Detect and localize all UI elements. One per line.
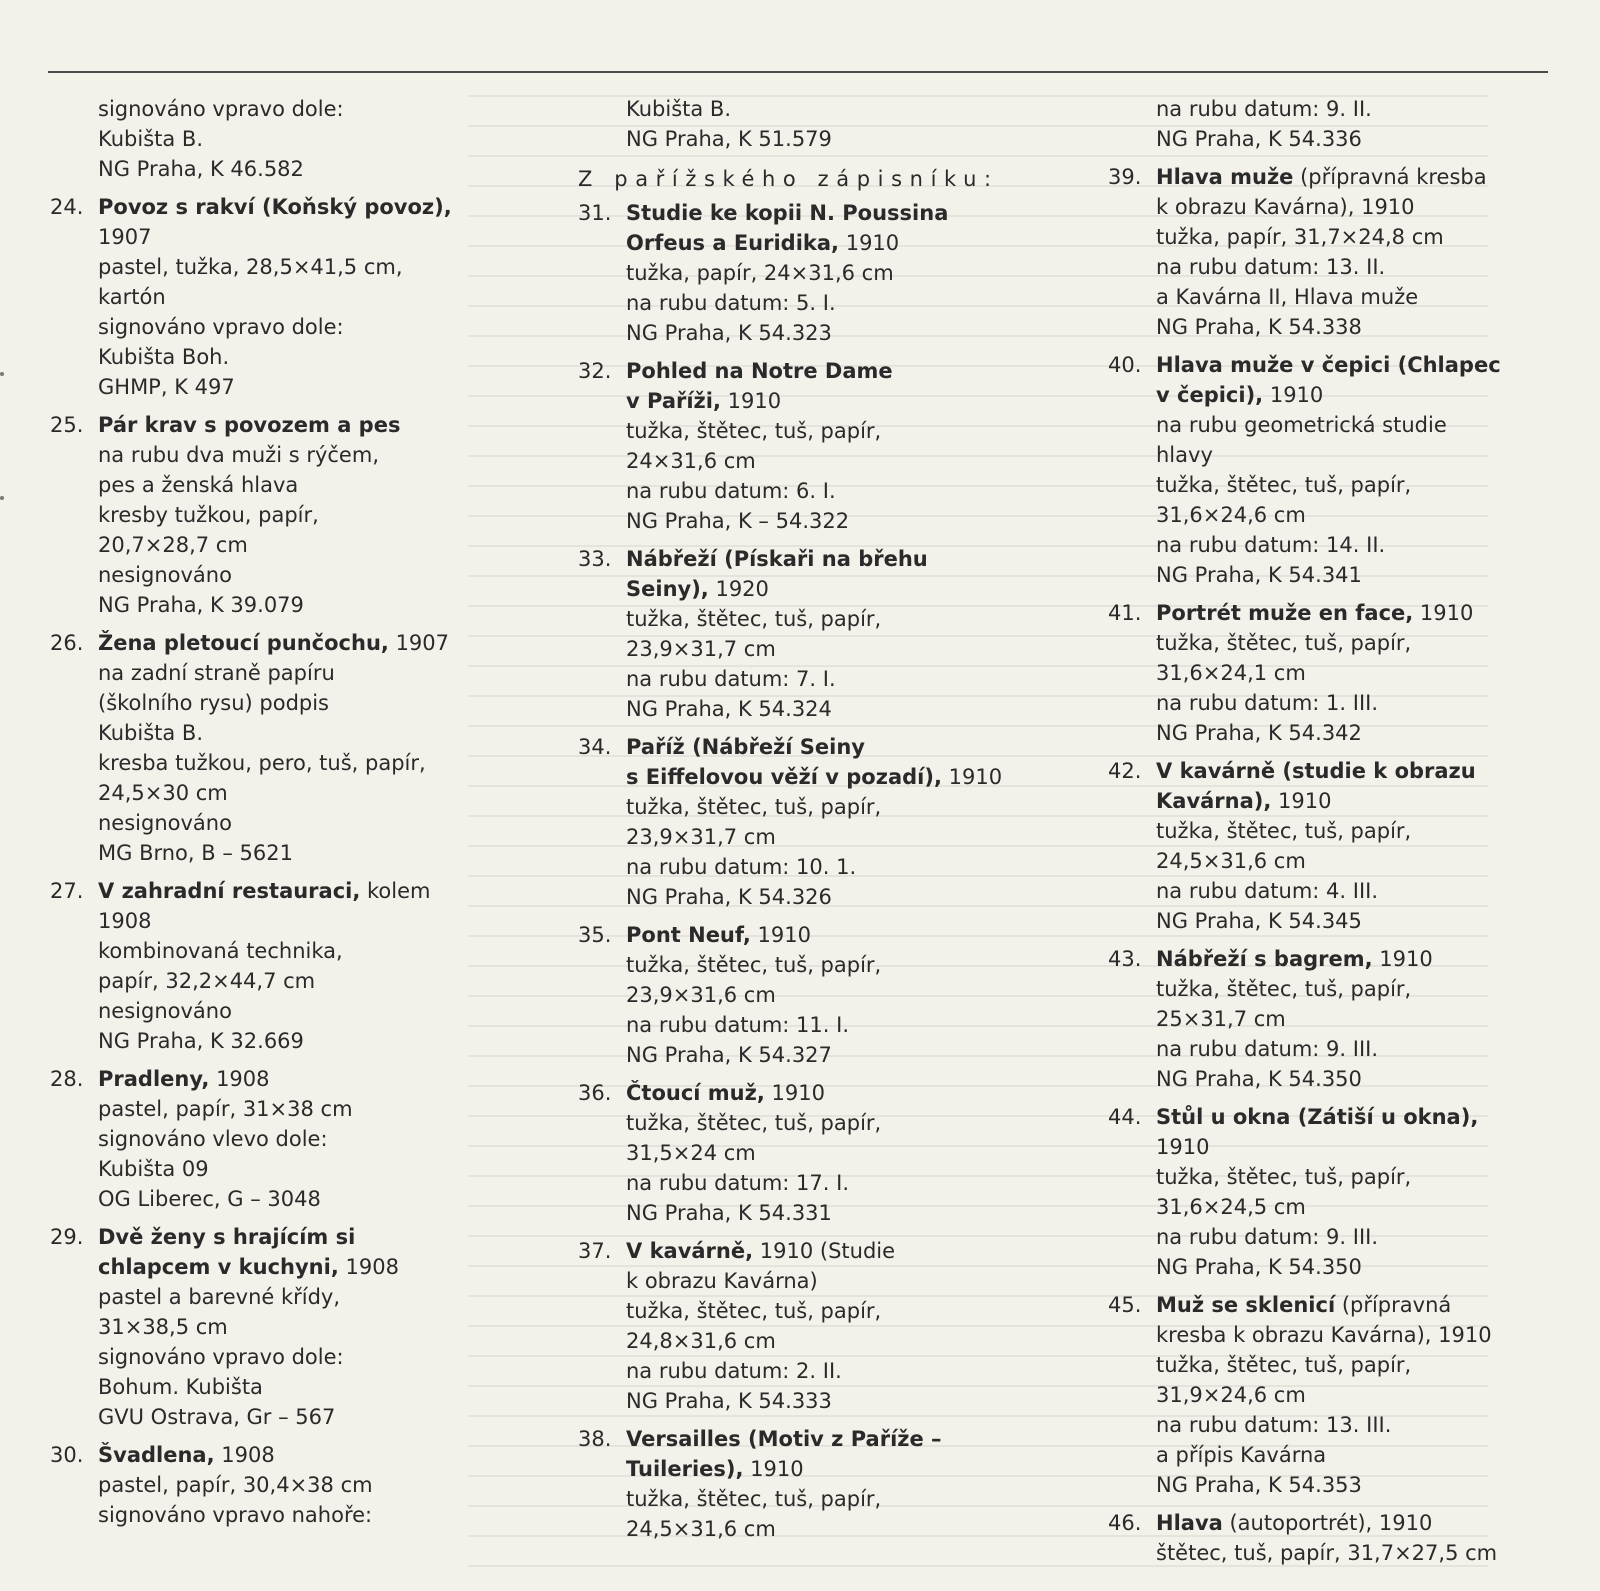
entry-date: 1910 — [743, 1457, 804, 1481]
catalog-entry — [50, 192, 550, 402]
entry-line: na rubu datum: 14. II. — [1156, 533, 1386, 557]
column-1 — [50, 94, 550, 1538]
catalog-entry — [578, 356, 1078, 536]
entry-line: na rubu datum: 5. I. — [626, 291, 836, 315]
entry-number: 43. — [1108, 947, 1142, 971]
entry-title: Paříž (Nábřeží Seiny — [626, 735, 865, 759]
entry-title-line — [626, 1236, 1078, 1266]
entry-date: 1910 — [1271, 789, 1332, 813]
entry-line: pastel, papír, 30,4×38 cm — [98, 1473, 373, 1497]
entry-line: tužka, štětec, tuš, papír, — [626, 607, 882, 631]
entry-title: Studie ke kopii N. Poussina — [626, 201, 949, 225]
entry-line: kartón — [98, 285, 166, 309]
entry-line: tužka, štětec, tuš, papír, — [626, 1111, 882, 1135]
entry-number: 39. — [1108, 165, 1142, 189]
entry-line: na rubu datum: 2. II. — [626, 1359, 842, 1383]
entry-line: signováno vpravo dole: — [98, 1345, 344, 1369]
entry-line: 24,5×30 cm — [98, 781, 228, 805]
entry-title: Portrét muže en face, — [1156, 601, 1414, 625]
entry-line: kresby tužkou, papír, — [98, 503, 319, 527]
entry-title: V kavárně (studie k obrazu — [1156, 759, 1476, 783]
entry-number: 42. — [1108, 759, 1142, 783]
entry-line: nesignováno — [98, 999, 232, 1023]
entry-line: na rubu datum: 7. I. — [626, 667, 836, 691]
entry-title-line — [626, 386, 1078, 416]
entry-line: nesignováno — [98, 563, 232, 587]
entry-line: tužka, papír, 24×31,6 cm — [626, 261, 894, 285]
entry-line: tužka, štětec, tuš, papír, — [1156, 473, 1412, 497]
entry-date: (autoportrét), 1910 — [1222, 1511, 1433, 1535]
catalog-entry — [50, 628, 550, 868]
entry-title-line — [98, 1222, 550, 1252]
entry-title-line — [98, 876, 550, 906]
entry-date: 1908 — [214, 1443, 275, 1467]
entry-line: NG Praha, K 54.342 — [1156, 721, 1362, 745]
entry-title-line — [1156, 162, 1578, 192]
entry-line: papír, 32,2×44,7 cm — [98, 969, 316, 993]
entry-line: na rubu datum: 13. II. — [1156, 255, 1386, 279]
entry-title: Švadlena, — [98, 1443, 215, 1467]
entry-line: signováno vpravo dole: — [98, 315, 344, 339]
entry-line: 23,9×31,7 cm — [626, 825, 776, 849]
entry-title: Hlava — [1156, 1511, 1223, 1535]
entry-title-line — [98, 628, 550, 658]
top-rule — [48, 71, 1548, 73]
entry-line: pes a ženská hlava — [98, 473, 299, 497]
entry-line: NG Praha, K 32.669 — [98, 1029, 304, 1053]
entry-title-line — [626, 574, 1078, 604]
entry-line: 31,6×24,6 cm — [1156, 503, 1306, 527]
entry-title: Muž se sklenicí — [1156, 1293, 1336, 1317]
entry-date: kolem — [360, 879, 431, 903]
entry-number: 38. — [578, 1427, 612, 1451]
entry-date: 1910 — [720, 389, 782, 413]
entry-title: Seiny), — [626, 577, 709, 601]
entry-line: NG Praha, K 54.353 — [1156, 1473, 1362, 1497]
entry-line: Kubišta 09 — [98, 1157, 209, 1181]
entry-number: 31. — [578, 201, 612, 225]
entry-date: 1907 — [388, 631, 450, 655]
entry-line: 24,5×31,6 cm — [626, 1517, 776, 1541]
entry-line: na rubu datum: 13. III. — [1156, 1413, 1392, 1437]
entry-line: GVU Ostrava, Gr – 567 — [98, 1405, 336, 1429]
entry-line: NG Praha, K 46.582 — [98, 157, 304, 181]
entry-line: a Kavárna II, Hlava muže — [1156, 285, 1419, 309]
entry-line: na rubu datum: 10. 1. — [626, 855, 857, 879]
entry-title-line — [98, 1252, 550, 1282]
entry-number: 34. — [578, 735, 612, 759]
entry-title: V kavárně, — [626, 1239, 754, 1263]
entry-line: na rubu datum: 6. I. — [626, 479, 836, 503]
entry-line: tužka, štětec, tuš, papír, — [626, 953, 882, 977]
catalog-entry — [578, 732, 1078, 912]
entry-title: v Paříži, — [626, 389, 721, 413]
entry-number: 26. — [50, 631, 84, 655]
entry-title: Hlava muže — [1156, 165, 1294, 189]
catalog-entry — [50, 876, 550, 1056]
entry-line: 23,9×31,6 cm — [626, 983, 776, 1007]
entry-date: 1910 — [941, 765, 1003, 789]
entry-line: Kubišta B. — [626, 97, 731, 121]
catalog-entry — [1108, 944, 1578, 1094]
entry-title-line — [626, 544, 1078, 574]
catalog-entry — [578, 544, 1078, 724]
entry-title-line — [1156, 1290, 1578, 1320]
entry-title-line — [1156, 786, 1578, 816]
entry-title-line — [1156, 756, 1578, 786]
entry-title: Stůl u okna (Zátiší u okna), — [1156, 1105, 1479, 1129]
entry-line: NG Praha, K 54.341 — [1156, 563, 1362, 587]
entry-line: na zadní straně papíru — [98, 661, 335, 685]
entry-date: 1910 — [750, 923, 811, 947]
catalog-entry — [1108, 162, 1578, 342]
entry-title: Versailles (Motiv z Paříže – — [626, 1427, 942, 1451]
entry-number: 28. — [50, 1067, 84, 1091]
catalog-entry — [50, 1440, 550, 1530]
entry-line: 24×31,6 cm — [626, 449, 756, 473]
entry-line: na rubu datum: 17. I. — [626, 1171, 850, 1195]
entry-line: tužka, papír, 31,7×24,8 cm — [1156, 225, 1444, 249]
entry-date: 1910 — [764, 1081, 825, 1105]
entry-line: NG Praha, K 54.323 — [626, 321, 832, 345]
catalog-entry — [1108, 1290, 1578, 1500]
entry-line: na rubu datum: 9. III. — [1156, 1225, 1379, 1249]
entry-title-line — [626, 920, 1078, 950]
entry-line: tužka, štětec, tuš, papír, — [626, 795, 882, 819]
column-3 — [1108, 94, 1578, 1576]
entry-number: 30. — [50, 1443, 84, 1467]
entry-line: pastel, papír, 31×38 cm — [98, 1097, 353, 1121]
catalog-entry — [1108, 1508, 1578, 1568]
catalog-entry — [578, 920, 1078, 1070]
catalog-entry — [1108, 756, 1578, 936]
entry-line: kresba k obrazu Kavárna), 1910 — [1156, 1323, 1492, 1347]
entry-line: NG Praha, K 54.350 — [1156, 1067, 1362, 1091]
entry-title: Kavárna), — [1156, 789, 1272, 813]
entry-line: 31,6×24,5 cm — [1156, 1195, 1306, 1219]
entry-line: tužka, štětec, tuš, papír, — [626, 1299, 882, 1323]
entry-title: V zahradní restauraci, — [98, 879, 361, 903]
entry-line: 24,5×31,6 cm — [1156, 849, 1306, 873]
entry-line: Kubišta B. — [98, 127, 203, 151]
entry-title-line — [1156, 380, 1578, 410]
entry-number: 36. — [578, 1081, 612, 1105]
entry-number: 27. — [50, 879, 84, 903]
entry-line: NG Praha, K 54.327 — [626, 1043, 832, 1067]
entry-date: 1910 — [1372, 947, 1433, 971]
entry-title: Pár krav s povozem a pes — [98, 413, 401, 437]
entry-line: a přípis Kavárna — [1156, 1443, 1327, 1467]
entry-number: 41. — [1108, 601, 1142, 625]
entry-title-line — [626, 1424, 1078, 1454]
entry-line: OG Liberec, G – 3048 — [98, 1187, 321, 1211]
entry-number: 24. — [50, 195, 84, 219]
continued-entry — [50, 94, 550, 184]
entry-number: 29. — [50, 1225, 84, 1249]
entry-number: 33. — [578, 547, 612, 571]
entry-line: GHMP, K 497 — [98, 375, 235, 399]
entry-line: NG Praha, K 54.333 — [626, 1389, 832, 1413]
entry-line: NG Praha, K 54.345 — [1156, 909, 1362, 933]
catalog-entry — [50, 1222, 550, 1432]
entry-line: tužka, štětec, tuš, papír, — [1156, 819, 1412, 843]
entry-title: Žena pletoucí punčochu, — [98, 631, 389, 655]
entry-line: 1910 — [1156, 1135, 1210, 1159]
entry-number: 32. — [578, 359, 612, 383]
entry-date: 1910 — [1413, 601, 1474, 625]
entry-title-line — [1156, 1102, 1578, 1132]
entry-line: k obrazu Kavárna), 1910 — [1156, 195, 1415, 219]
entry-line: NG Praha, K 54.331 — [626, 1201, 832, 1225]
entry-date: 1920 — [708, 577, 769, 601]
entry-title: s Eiffelovou věží v pozadí), — [626, 765, 942, 789]
catalog-entry — [578, 1424, 1078, 1544]
entry-title-line — [1156, 598, 1578, 628]
entry-title-line — [626, 732, 1078, 762]
entry-line: na rubu geometrická studie — [1156, 413, 1447, 437]
entry-line: NG Praha, K 54.326 — [626, 885, 832, 909]
entry-line: pastel, tužka, 28,5×41,5 cm, — [98, 255, 403, 279]
entry-title: Dvě ženy s hrajícím si — [98, 1225, 356, 1249]
catalog-entry — [578, 1078, 1078, 1228]
entry-title: Čtoucí muž, — [626, 1081, 765, 1105]
entry-line: štětec, tuš, papír, 31,7×27,5 cm — [1156, 1541, 1498, 1565]
entry-date: (přípravná — [1335, 1293, 1452, 1317]
entry-line: 25×31,7 cm — [1156, 1007, 1286, 1031]
entry-title: Povoz s rakví (Koňský povoz), — [98, 195, 452, 219]
entry-date: 1908 — [338, 1255, 399, 1279]
entry-date: 1910 (Studie — [753, 1239, 896, 1263]
entry-line: na rubu datum: 11. I. — [626, 1013, 850, 1037]
entry-title: v čepici), — [1156, 383, 1264, 407]
entry-line: Kubišta Boh. — [98, 345, 230, 369]
entry-line: tužka, štětec, tuš, papír, — [1156, 977, 1412, 1001]
entry-title-line — [626, 198, 1078, 228]
entry-line: kresba tužkou, pero, tuš, papír, — [98, 751, 426, 775]
entry-line: na rubu datum: 4. III. — [1156, 879, 1379, 903]
entry-title-line — [626, 1454, 1078, 1484]
entry-title-line — [626, 356, 1078, 386]
catalog-entry — [578, 198, 1078, 348]
entry-line: signováno vpravo dole: — [98, 97, 344, 121]
entry-number: 25. — [50, 413, 84, 437]
entry-title: chlapcem v kuchyni, — [98, 1255, 339, 1279]
entry-title: Pont Neuf, — [626, 923, 751, 947]
entry-line: tužka, štětec, tuš, papír, — [626, 1487, 882, 1511]
entry-number: 35. — [578, 923, 612, 947]
entry-line: 1907 — [98, 225, 152, 249]
entry-line: tužka, štětec, tuš, papír, — [1156, 631, 1412, 655]
entry-line: k obrazu Kavárna) — [626, 1269, 818, 1293]
column-2 — [578, 94, 1078, 1552]
entry-line: na rubu datum: 9. II. — [1156, 97, 1372, 121]
continued-entry — [578, 94, 1078, 154]
section-heading: Z pařížského zápisníku: — [578, 167, 999, 191]
entry-title: Nábřeží (Pískaři na břehu — [626, 547, 928, 571]
entry-title-line — [98, 410, 550, 440]
entry-line: NG Praha, K 54.324 — [626, 697, 832, 721]
entry-line: NG Praha, K – 54.322 — [626, 509, 850, 533]
entry-line: na rubu datum: 1. III. — [1156, 691, 1379, 715]
entry-title-line — [98, 192, 550, 222]
entry-line: 31,5×24 cm — [626, 1141, 756, 1165]
entry-number: 44. — [1108, 1105, 1142, 1129]
entry-line: (školního rysu) podpis — [98, 691, 329, 715]
entry-date: 1908 — [209, 1067, 270, 1091]
entry-title-line — [98, 1064, 550, 1094]
entry-line: NG Praha, K 51.579 — [626, 127, 832, 151]
entry-line: tužka, štětec, tuš, papír, — [1156, 1165, 1412, 1189]
entry-number: 37. — [578, 1239, 612, 1263]
entry-date: 1910 — [1263, 383, 1324, 407]
entry-title: Tuileries), — [626, 1457, 744, 1481]
entry-line: signováno vlevo dole: — [98, 1127, 328, 1151]
entry-number: 45. — [1108, 1293, 1142, 1317]
entry-title-line — [1156, 1508, 1578, 1538]
entry-line: NG Praha, K 54.350 — [1156, 1255, 1362, 1279]
entry-title-line — [1156, 944, 1578, 974]
entry-line: na rubu datum: 9. III. — [1156, 1037, 1379, 1061]
entry-line: kombinovaná technika, — [98, 939, 343, 963]
entry-line: hlavy — [1156, 443, 1213, 467]
entry-title: Pohled na Notre Dame — [626, 359, 893, 383]
entry-line: 1908 — [98, 909, 152, 933]
entry-title: Nábřeží s bagrem, — [1156, 947, 1373, 971]
entry-line: Bohum. Kubišta — [98, 1375, 263, 1399]
entry-title-line — [626, 228, 1078, 258]
catalog-entry — [50, 1064, 550, 1214]
entry-date: (přípravná kresba — [1293, 165, 1487, 189]
entry-line: NG Praha, K 54.338 — [1156, 315, 1362, 339]
entry-title-line — [1156, 350, 1578, 380]
entry-line: tužka, štětec, tuš, papír, — [1156, 1353, 1412, 1377]
entry-date: 1910 — [839, 231, 900, 255]
entry-line: signováno vpravo nahoře: — [98, 1503, 373, 1527]
entry-line: 31,6×24,1 cm — [1156, 661, 1306, 685]
entry-line: MG Brno, B – 5621 — [98, 841, 293, 865]
entry-title-line — [626, 762, 1078, 792]
catalog-entry — [1108, 598, 1578, 748]
margin-mark — [0, 372, 4, 376]
entry-line: tužka, štětec, tuš, papír, — [626, 419, 882, 443]
entry-line: 31,9×24,6 cm — [1156, 1383, 1306, 1407]
catalog-entry — [578, 1236, 1078, 1416]
entry-line: 20,7×28,7 cm — [98, 533, 248, 557]
catalog-entry — [50, 410, 550, 620]
entry-title: Hlava muže v čepici (Chlapec — [1156, 353, 1501, 377]
entry-number: 46. — [1108, 1511, 1142, 1535]
entry-title: Orfeus a Euridika, — [626, 231, 840, 255]
entry-line: na rubu dva muži s rýčem, — [98, 443, 379, 467]
entry-title: Pradleny, — [98, 1067, 210, 1091]
catalog-entry — [1108, 1102, 1578, 1282]
catalog-entry — [1108, 350, 1578, 590]
entry-line: NG Praha, K 54.336 — [1156, 127, 1362, 151]
entry-line: 24,8×31,6 cm — [626, 1329, 776, 1353]
entry-title-line — [98, 1440, 550, 1470]
entry-line: 23,9×31,7 cm — [626, 637, 776, 661]
entry-line: 31×38,5 cm — [98, 1315, 228, 1339]
continued-entry — [1108, 94, 1578, 154]
entry-line: Kubišta B. — [98, 721, 203, 745]
entry-line: NG Praha, K 39.079 — [98, 593, 304, 617]
entry-line: nesignováno — [98, 811, 232, 835]
margin-mark — [0, 496, 4, 500]
entry-line: pastel a barevné křídy, — [98, 1285, 341, 1309]
entry-number: 40. — [1108, 353, 1142, 377]
entry-title-line — [626, 1078, 1078, 1108]
